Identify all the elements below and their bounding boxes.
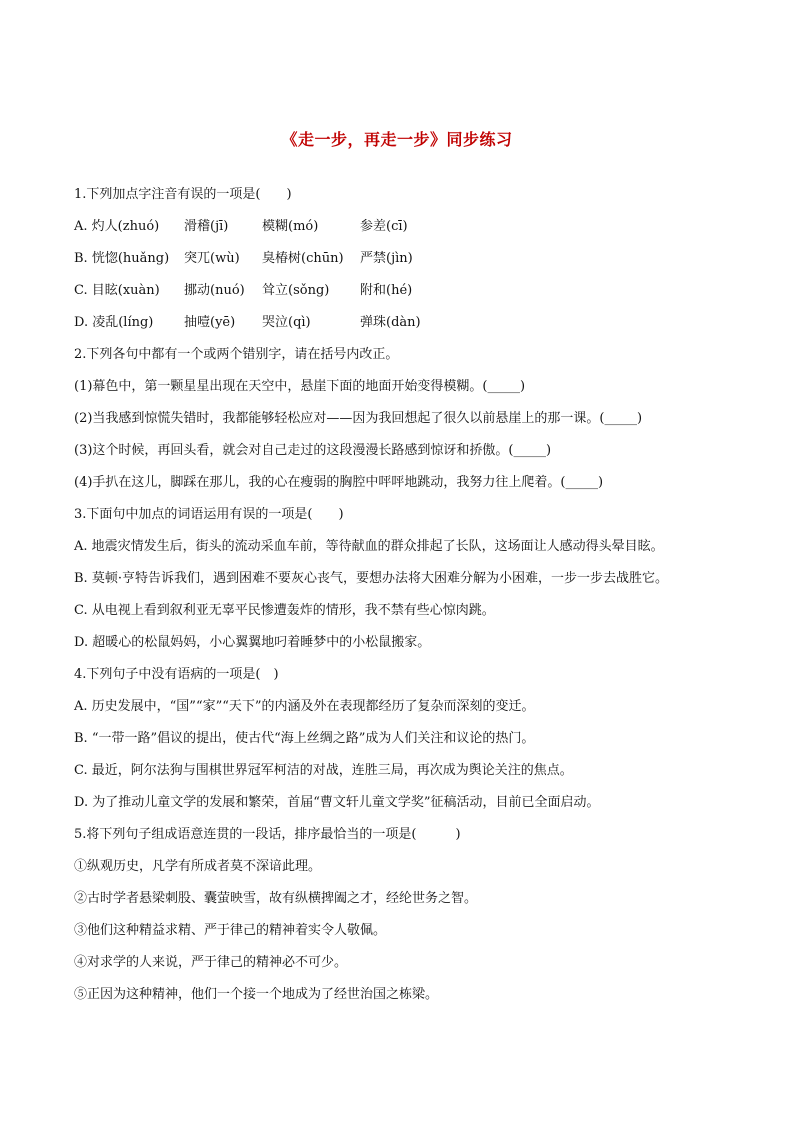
question-1-option-d: [74, 314, 754, 332]
question-3-stem: 3.下面句中加点的词语运用有误的一项是( ): [74, 507, 344, 522]
option-c-word-2: 挪动(nuó): [184, 283, 245, 298]
question-5-stem: 5.将下列句子组成语意连贯的一段话，排序最恰当的一项是( ): [74, 827, 461, 842]
option-d-word-3: 哭泣(qì): [262, 315, 311, 330]
question-4-option-b: B. “一带一路”倡议的提出，使古代“海上丝绸之路”成为人们关注和议论的热门。: [74, 731, 535, 746]
question-1-stem: 1.下列加点字注音有误的一项是( ): [74, 187, 292, 202]
question-3-option-b: B. 莫顿·亨特告诉我们，遇到困难不要灰心丧气，要想办法将大困难分解为小困难，一步一步去战胜它。: [74, 571, 668, 586]
option-a-word-3: 模糊(mó): [262, 219, 319, 234]
option-b-word-2: 突兀(wù): [184, 251, 240, 266]
option-c-word-1: C. 目眩(xuàn): [74, 283, 160, 298]
option-a-word-2: 滑稽(jī): [184, 219, 229, 234]
question-1-option-c: [74, 282, 754, 300]
question-4-option-c: C. 最近，阿尔法狗与围棋世界冠军柯洁的对战，连胜三局，再次成为舆论关注的焦点。: [74, 763, 573, 778]
question-5-sentence-1: ①纵观历史，凡学有所成者莫不深谙此理。: [74, 859, 322, 874]
question-3-option-c: C. 从电视上看到叙利亚无辜平民惨遭轰炸的情形，我不禁有些心惊肉跳。: [74, 603, 495, 618]
question-2-item-3: (3)这个时候，再回头看，就会对自己走过的这段漫漫长路感到惊讶和挢傲。(_____): [74, 443, 552, 458]
question-4-stem: 4.下列句子中没有语病的一项是( ): [74, 667, 279, 682]
option-c-word-3: 耸立(sǒng): [262, 283, 330, 298]
option-d-word-4: 弹珠(dàn): [360, 315, 421, 330]
question-3-option-d: D. 超暖心的松鼠妈妈，小心翼翼地叼着睡梦中的小松鼠搬家。: [74, 635, 431, 650]
question-1-option-a: [74, 218, 754, 236]
question-5-sentence-2: ②古时学者悬梁刺股、囊萤映雪，故有纵横捭阖之才，经纶世务之智。: [74, 891, 478, 906]
question-3-option-a: A. 地震灾情发生后，街头的流动采血车前，等待献血的群众排起了长队，这场面让人感动得头晕目眩。: [74, 539, 664, 554]
question-5-sentence-5: ⑤正因为这种精神，他们一个接一个地成为了经世治国之栋梁。: [74, 987, 439, 1002]
option-b-word-3: 臭椿树(chūn): [262, 251, 344, 266]
question-5-sentence-3: ③他们这种精益求精、严于律己的精神着实令人敬佩。: [74, 923, 387, 938]
option-b-word-4: 严禁(jìn): [360, 251, 413, 266]
question-4-option-d: D. 为了推动儿童文学的发展和繁荣，首届“曹文轩儿童文学奖”征稿活动，目前已全面启动。: [74, 795, 600, 810]
question-2-item-1: (1)幕色中，第一颗星星出现在天空中，悬崖下面的地面开始变得模糊。(_____): [74, 379, 526, 394]
option-d-word-1: D. 凌乱(líng): [74, 315, 154, 330]
option-b-word-1: B. 恍惚(huǎng): [74, 251, 170, 266]
option-a-word-4: 参差(cī): [360, 219, 408, 234]
page-title: 《走一步，再走一步》同步练习: [281, 130, 513, 149]
option-a-word-1: A. 灼人(zhuó): [74, 219, 160, 234]
option-c-word-4: 附和(hé): [360, 283, 413, 298]
question-2-stem: 2.下列各句中都有一个或两个错别字，请在括号内改正。: [74, 347, 399, 362]
question-2-item-4: (4)手扒在这儿，脚踩在那儿，我的心在瘦弱的胸腔中呯呯地跳动，我努力往上爬着。(_____): [74, 475, 604, 490]
question-1-option-b: [74, 250, 754, 268]
question-5-sentence-4: ④对求学的人来说，严于律己的精神必不可少。: [74, 955, 348, 970]
question-4-option-a: A. 历史发展中，“国”“家”“天下”的内涵及外在表现都经历了复杂而深刻的变迁。: [74, 699, 535, 714]
option-d-word-2: 抽噎(yē): [184, 315, 236, 330]
question-2-item-2: (2)当我感到惊慌失错时，我都能够轻松应对——因为我回想起了很久以前悬崖上的那一课。(_____): [74, 411, 643, 426]
